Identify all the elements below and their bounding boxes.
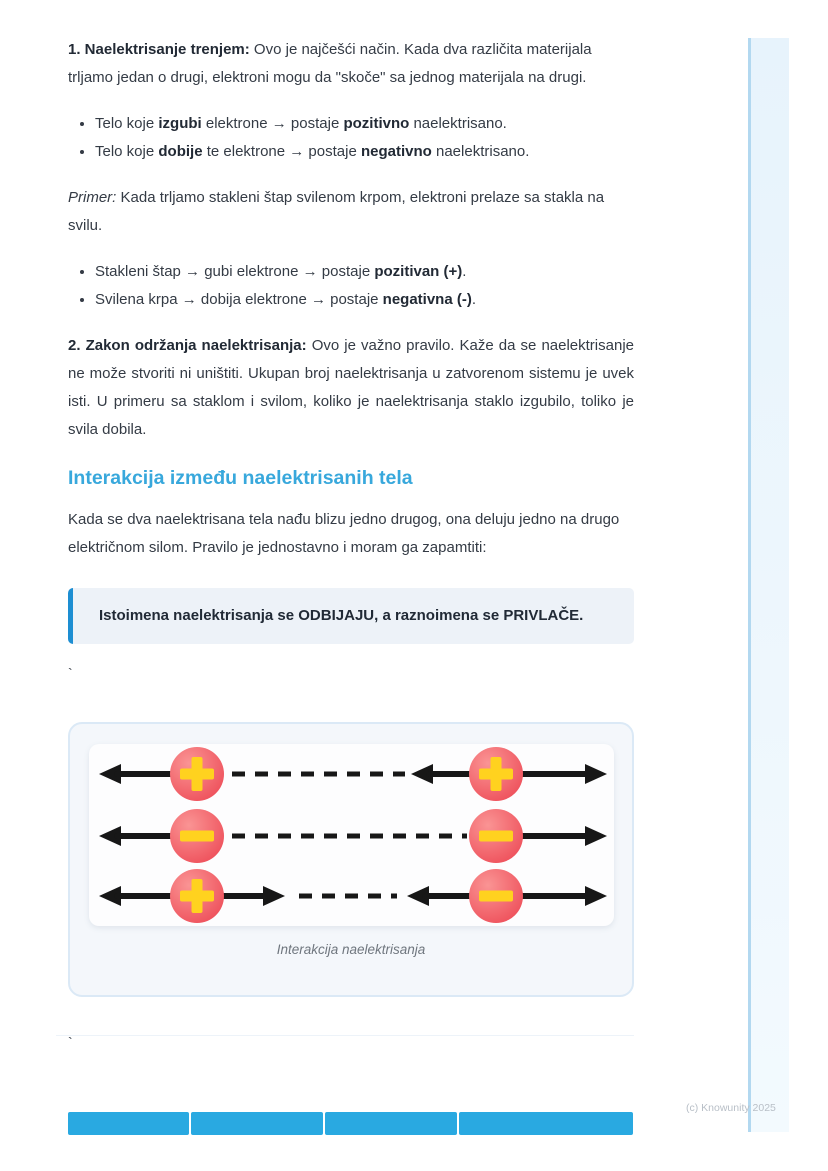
paragraph-conservation-text: Ovo je važno pravilo. Kaže da se naelektrisanje ne može stvoriti ni uništiti. Ukupan broj naelektrisanja u zatvorenom sistemu je uvek isti. U primeru sa staklom i svilom, koliko je naelektrisanja staklo izgubilo, toliko je svila dobila. bbox=[68, 337, 634, 438]
list-text: Telo koje bbox=[95, 115, 159, 132]
list-bold: dobije bbox=[158, 143, 203, 160]
charge-row-plus-minus bbox=[99, 869, 607, 923]
stray-backtick: ` bbox=[68, 1034, 73, 1050]
charge-diagram-svg bbox=[89, 744, 614, 926]
list-bold: pozitivno bbox=[343, 115, 410, 132]
table-header-bar bbox=[68, 1112, 633, 1135]
list-item bbox=[95, 138, 634, 166]
paragraph-conservation-law bbox=[68, 332, 634, 444]
callout-rule-box bbox=[68, 588, 634, 644]
table-header-cell bbox=[325, 1112, 457, 1135]
list-electron-transfer bbox=[68, 110, 634, 166]
paragraph-example-lead: Primer: bbox=[68, 189, 117, 206]
scrollbar[interactable] bbox=[748, 38, 789, 1132]
list-text: elektrone → postaje bbox=[201, 115, 344, 132]
list-glass-silk bbox=[68, 258, 634, 314]
minus-icon bbox=[479, 831, 513, 842]
list-bold: izgubi bbox=[158, 115, 202, 132]
list-text: te elektrone → postaje bbox=[202, 143, 361, 160]
list-text: Telo koje bbox=[95, 143, 159, 160]
paragraph-interaction-intro: Kada se dva naelektrisana tela nađu blizu jedno drugog, ona deluju jedno na drugo električnom silom. Pravilo je jednostavno i moram ga zapamtiti: bbox=[68, 511, 620, 556]
list-item bbox=[95, 110, 634, 138]
table-header-cell bbox=[191, 1112, 323, 1135]
section-heading-interaction: Interakcija između naelektrisanih tela bbox=[68, 467, 413, 489]
paragraph-friction-text: Ovo je najčešći način. Kada dva različita materijala trljamo jedan o drugi, elektroni mogu da "skoče" sa jednog materijala na drugi. bbox=[68, 41, 592, 86]
table-header-cell bbox=[459, 1112, 633, 1135]
table-header-cell bbox=[68, 1112, 189, 1135]
paragraph-example-text: Kada trljamo stakleni štap svilenom krpom, elektroni prelaze sa stakla na svilu. bbox=[68, 189, 605, 234]
figure-charge-interaction bbox=[68, 722, 634, 997]
callout-rule-text: Istoimena naelektrisanja se ODBIJAJU, a raznoimena se PRIVLAČE. bbox=[99, 607, 584, 624]
figure-caption: Interakcija naelektrisanja bbox=[276, 942, 426, 957]
list-bold: pozitivan (+) bbox=[374, 263, 463, 280]
charge-row-plus-plus bbox=[99, 747, 607, 801]
paragraph-friction-lead: 1. Naelektrisanje trenjem: bbox=[68, 41, 250, 58]
list-text: naelektrisano. bbox=[409, 115, 507, 132]
document-content bbox=[68, 36, 634, 1049]
list-text: Svilena krpa → dobija elektrone → postaje bbox=[95, 291, 383, 308]
paragraph-friction bbox=[68, 36, 634, 92]
copyright-notice: (c) Knowunity 2025 bbox=[686, 1102, 776, 1114]
minus-icon bbox=[180, 831, 214, 842]
list-text: . bbox=[471, 291, 477, 308]
minus-icon bbox=[479, 891, 513, 902]
list-text: naelektrisano. bbox=[431, 143, 530, 160]
stray-backtick: ` bbox=[68, 665, 73, 681]
paragraph-conservation-lead: 2. Zakon održanja naelektrisanja: bbox=[68, 337, 307, 354]
list-item bbox=[95, 286, 634, 314]
charge-diagram-image bbox=[89, 744, 614, 926]
list-bold: negativno bbox=[360, 143, 432, 160]
list-text: Stakleni štap → gubi elektrone → postaje bbox=[95, 263, 375, 280]
list-text: . bbox=[462, 263, 467, 280]
paragraph-example bbox=[68, 184, 634, 240]
list-bold: negativna (-) bbox=[382, 291, 472, 308]
list-item bbox=[95, 258, 634, 286]
charge-row-minus-minus bbox=[99, 809, 607, 863]
